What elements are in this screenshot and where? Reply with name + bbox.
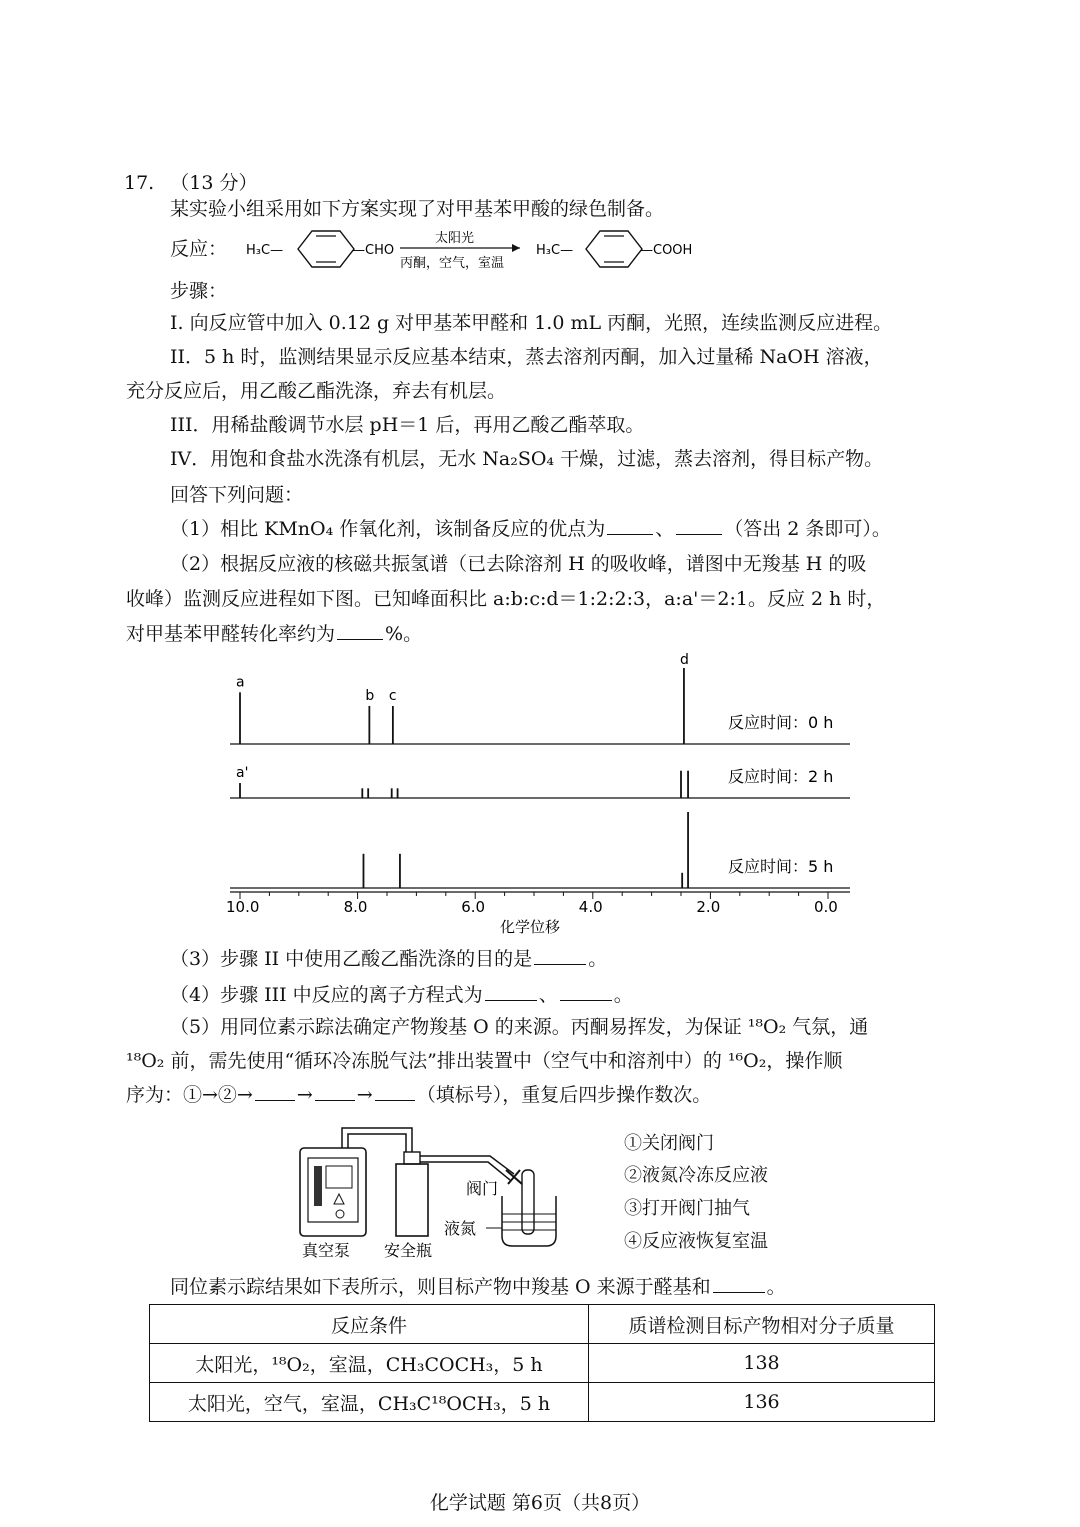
x-tick-label: 10.0 (226, 898, 260, 916)
table-cell-condition: 太阳光，¹⁸O₂，室温，CH₃COCH₃，5 h (150, 1344, 589, 1383)
question-2-line-2: 收峰）监测反应进程如下图。已知峰面积比 a:b:c:d＝1:2:2:3，a:a'＝2:1。反应 2 h 时， (126, 588, 886, 610)
answer-blank[interactable] (713, 1274, 765, 1293)
question-number: 17. (124, 172, 155, 194)
question-5-line-3: 序为：①→②→ → → （填标号），重复后四步操作数次。 (126, 1084, 712, 1106)
valve-label: 阀门 (466, 1179, 499, 1198)
product-acid: —COOH (640, 243, 693, 258)
reactant-methyl: H₃C— (246, 243, 284, 258)
series-label: 反应时间：0 h (728, 713, 834, 732)
series-label: 反应时间：5 h (728, 857, 834, 876)
question-5-line-2: ¹⁸O₂ 前，需先使用“循环冷冻脱气法”排出装置中（空气中和溶剂中）的 ¹⁶O₂，操作顺 (126, 1050, 843, 1072)
page-footer: 化学试题 第6页（共8页） (429, 1492, 651, 1514)
operation-1: ①关闭阀门 (624, 1133, 714, 1154)
x-tick-label: 6.0 (461, 898, 486, 916)
peak-label: a (236, 674, 245, 691)
isotope-results-table (149, 1304, 935, 1422)
answer-blank[interactable] (534, 946, 586, 965)
table-header: 质谱检测目标产物相对分子质量 (589, 1305, 935, 1344)
peak-label: b (365, 688, 375, 704)
nitrogen-label: 液氮 (444, 1219, 477, 1238)
question-3: （3）步骤 II 中使用乙酸乙酯洗涤的目的是 。 (170, 948, 608, 970)
question-score: （13 分） (170, 172, 258, 194)
step-2-cont: 充分反应后，用乙酸乙酯洗涤，弃去有机层。 (126, 380, 507, 402)
trace-question: 同位素示踪结果如下表所示，则目标产物中羧基 O 来源于醛基和 。 (170, 1276, 786, 1298)
series-label: 反应时间：2 h (728, 767, 834, 786)
x-tick-label: 8.0 (343, 898, 368, 916)
vacuum-pump-icon (300, 1148, 366, 1236)
answer-blank[interactable] (337, 621, 383, 640)
x-axis-label: 化学位移 (500, 918, 561, 936)
table-cell-mass: 136 (589, 1383, 935, 1422)
table-header-row (150, 1305, 935, 1344)
question-1: （1）相比 KMnO₄ 作氧化剂，该制备反应的优点为 、 （答出 2 条即可）。 (170, 518, 891, 540)
answer-blank[interactable] (676, 516, 722, 535)
step-4: IV．用饱和食盐水洗涤有机层，无水 Na₂SO₄ 干燥，过滤，蒸去溶剂，得目标产物。 (170, 448, 884, 470)
answer-prompt: 回答下列问题： (170, 484, 304, 506)
x-tick-label: 0.0 (814, 898, 838, 916)
step-2: II．5 h 时，监测结果显示反应基本结束，蒸去溶剂丙酮，加入过量稀 NaOH 溶液， (170, 346, 883, 368)
step-1: I. 向反应管中加入 0.12 g 对甲基苯甲醛和 1.0 mL 丙酮，光照，连续监测反应进程。 (170, 312, 893, 334)
x-tick-label: 4.0 (578, 898, 603, 916)
peak-label: d (679, 652, 689, 668)
operation-2: ②液氮冷冻反应液 (624, 1165, 768, 1186)
answer-blank[interactable] (315, 1082, 355, 1101)
question-5-line-1: （5）用同位素示踪法确定产物羧基 O 的来源。丙酮易挥发，为保证 ¹⁸O₂ 气氛，通 (170, 1016, 869, 1038)
question-4: （4）步骤 III 中反应的离子方程式为 、 。 (170, 984, 633, 1006)
valve-icon (506, 1170, 522, 1184)
question-number-line (124, 170, 257, 196)
bottle-label: 安全瓶 (384, 1241, 433, 1260)
answer-blank[interactable] (485, 982, 537, 1001)
condition-bottom: 丙酮，空气，室温 (400, 256, 505, 271)
product-methyl: H₃C— (536, 243, 574, 258)
question-2-line-3: 对甲基苯甲醛转化率约为 %。 (126, 623, 423, 645)
safety-bottle-icon (396, 1152, 428, 1236)
pump-label: 真空泵 (302, 1241, 351, 1260)
table-cell-mass: 138 (589, 1344, 935, 1383)
peak-label: c (388, 688, 397, 704)
answer-blank[interactable] (255, 1082, 295, 1101)
table-cell-condition: 太阳光，空气，室温，CH₃C¹⁸OCH₃，5 h (150, 1383, 589, 1422)
question-2-line-1: （2）根据反应液的核磁共振氢谱（已去除溶剂 H 的吸收峰，谱图中无羧基 H 的吸 (170, 553, 867, 575)
answer-blank[interactable] (560, 982, 612, 1001)
peak-label: a' (236, 765, 249, 782)
question-intro: 某实验小组采用如下方案实现了对甲基苯甲酸的绿色制备。 (170, 198, 665, 220)
answer-blank[interactable] (375, 1082, 415, 1101)
x-tick-label: 2.0 (696, 898, 721, 916)
operation-3: ③打开阀门抽气 (624, 1198, 750, 1219)
nmr-spectrum-chart (200, 648, 880, 940)
steps-label: 步骤： (170, 280, 228, 302)
operation-4: ④反应液恢复室温 (624, 1231, 768, 1252)
table-header: 反应条件 (150, 1305, 589, 1344)
reaction-scheme (240, 222, 700, 274)
table-row (150, 1383, 935, 1422)
reaction-label: 反应： (170, 238, 228, 260)
condition-top: 太阳光 (435, 231, 475, 246)
table-row (150, 1344, 935, 1383)
answer-blank[interactable] (607, 516, 653, 535)
step-3: III．用稀盐酸调节水层 pH＝1 后，再用乙酸乙酯萃取。 (170, 414, 645, 436)
reactant-aldehyde: —CHO (352, 243, 395, 258)
degassing-apparatus (290, 1118, 620, 1262)
